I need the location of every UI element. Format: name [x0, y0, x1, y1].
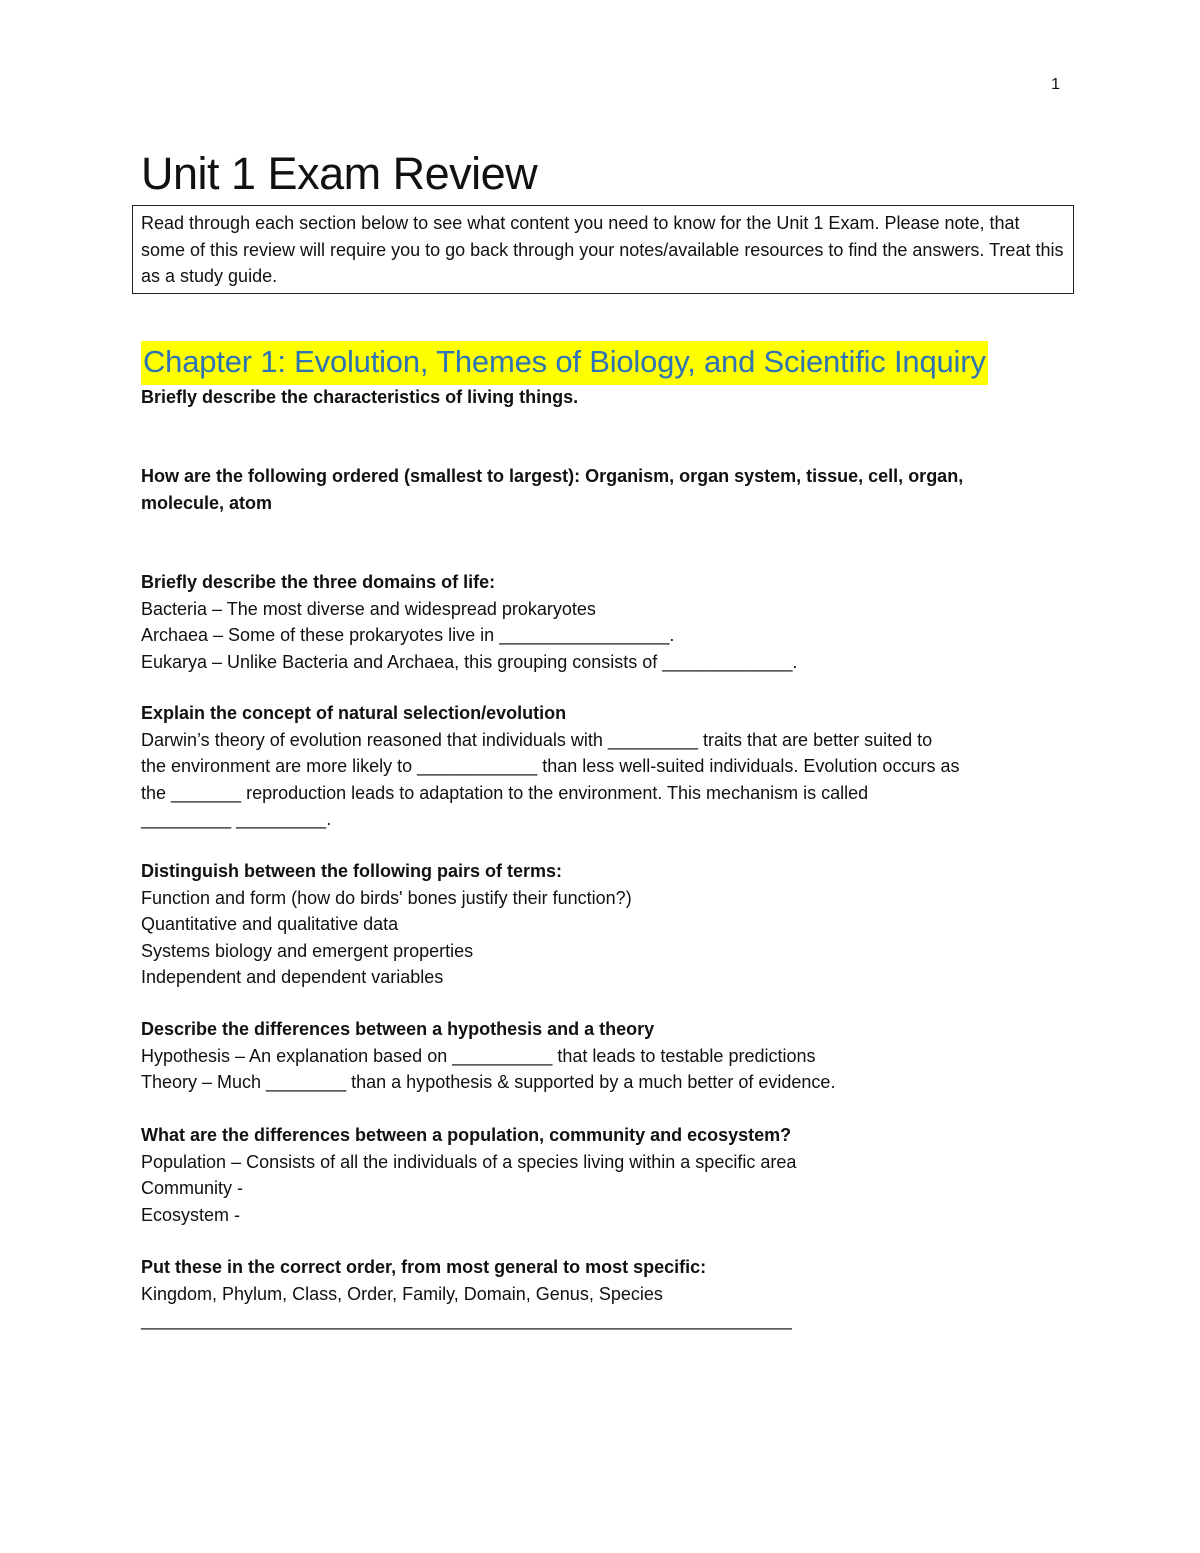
answer-line: Ecosystem -	[141, 1204, 241, 1225]
section-taxonomy-order	[141, 1254, 1071, 1334]
section-ordering	[141, 463, 1021, 516]
answer-line: Archaea – Some of these prokaryotes live in _________________.	[141, 625, 675, 645]
section-population-community	[141, 1122, 1071, 1228]
section-domains	[141, 569, 1071, 675]
answer-line: the _______ reproduction leads to adaptation to the environment. This mechanism is called	[141, 782, 869, 803]
list-item: Quantitative and qualitative data	[141, 914, 399, 934]
answer-line: _________ _________.	[141, 809, 332, 829]
answer-line: Kingdom, Phylum, Class, Order, Family, Domain, Genus, Species	[141, 1283, 663, 1304]
list-item: Independent and dependent variables	[141, 967, 444, 987]
intro-box: Read through each section below to see what content you need to know for the Unit 1 Exam. Please note, that some of this review will require you to go back through your notes/available resources to find the answers. Treat this as a study guide.	[132, 205, 1074, 294]
page-title: Unit 1 Exam Review	[141, 148, 538, 199]
answer-line: the environment are more likely to ____________ than less well-suited individuals. Evolution occurs as	[141, 756, 960, 776]
question-heading: Briefly describe the characteristics of living things.	[141, 387, 579, 407]
answer-blank-line: _________________________________________________________________	[141, 1310, 792, 1330]
section-natural-selection	[141, 700, 1071, 833]
answer-line: Theory – Much ________ than a hypothesis & supported by a much better of evidence.	[141, 1072, 836, 1092]
answer-line: Bacteria – The most diverse and widespread prokaryotes	[141, 598, 596, 619]
section-hypothesis-theory	[141, 1016, 1071, 1096]
answer-line: Eukarya – Unlike Bacteria and Archaea, this grouping consists of _____________.	[141, 651, 798, 672]
question-heading: How are the following ordered (smallest to largest): Organism, organ system, tissue, cell, organ, molecule, atom	[141, 466, 964, 513]
section-characteristics	[141, 384, 1071, 411]
answer-line: Population – Consists of all the individuals of a species living within a specific area	[141, 1151, 797, 1172]
chapter-title: Chapter 1: Evolution, Themes of Biology, and Scientific Inquiry	[141, 341, 988, 385]
question-heading: Describe the differences between a hypothesis and a theory	[141, 1019, 655, 1039]
answer-line: Darwin’s theory of evolution reasoned that individuals with _________ traits that are better suited to	[141, 729, 933, 750]
question-heading: Explain the concept of natural selection/evolution	[141, 703, 567, 723]
list-item: Function and form (how do birds' bones justify their function?)	[141, 887, 632, 908]
answer-line: Community -	[141, 1178, 244, 1198]
answer-line: Hypothesis – An explanation based on __________ that leads to testable predictions	[141, 1045, 816, 1066]
question-heading: Put these in the correct order, from most general to most specific:	[141, 1257, 707, 1277]
question-heading: Distinguish between the following pairs of terms:	[141, 861, 563, 881]
question-heading: Briefly describe the three domains of life:	[141, 572, 496, 592]
list-item: Systems biology and emergent properties	[141, 940, 474, 961]
page-number: 1	[1051, 76, 1060, 93]
question-heading: What are the differences between a population, community and ecosystem?	[141, 1125, 792, 1145]
section-term-pairs	[141, 858, 1071, 991]
